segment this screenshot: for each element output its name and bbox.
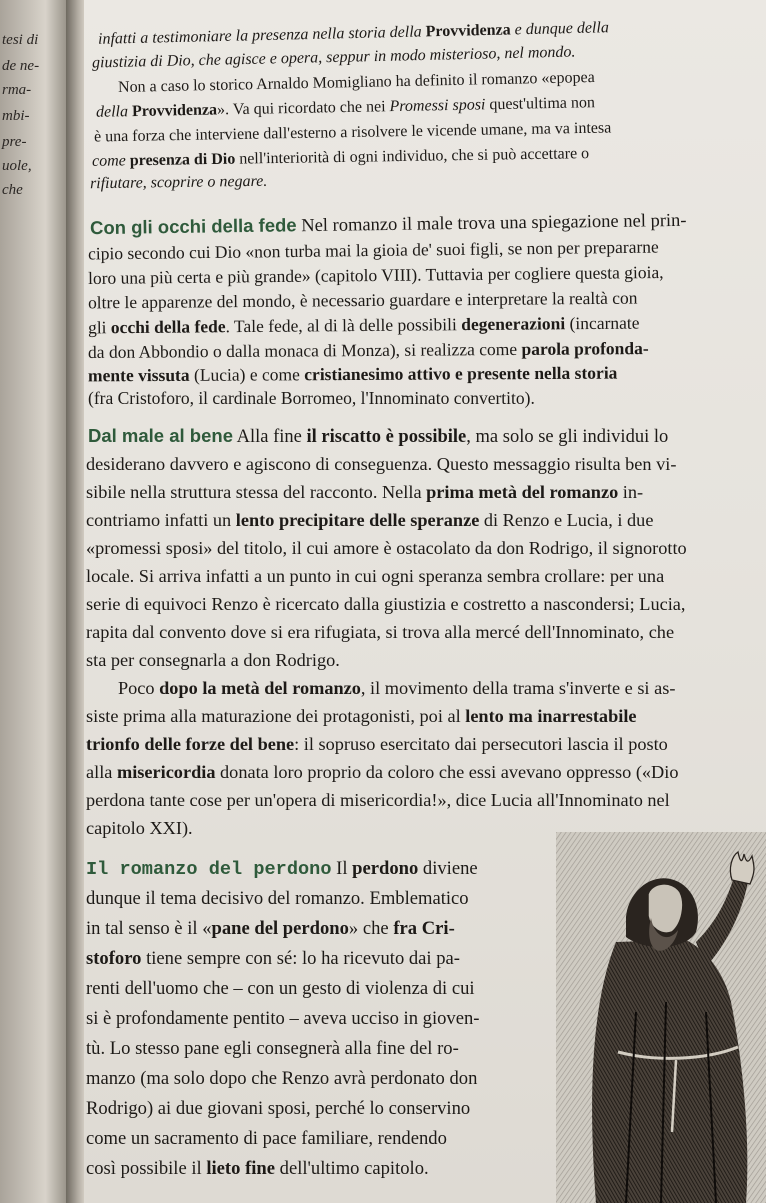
- text-line: Poco dopo la metà del romanzo, il movimento della trama s'inverte e si as-: [118, 678, 676, 698]
- text-line: in tal senso è il «pane del perdono» che fra Cri-: [86, 918, 455, 939]
- text-line: perdona tante cose per un'opera di misericordia!», dice Lucia all'Innominato nel: [86, 790, 670, 810]
- text-line: si è profondamente pentito – aveva ucciso in gioven-: [86, 1008, 480, 1029]
- text-line: capitolo XXI).: [86, 818, 193, 838]
- text-line: cipio secondo cui Dio «non turba mai la gioia de' suoi figli, se non per prepararne: [87, 236, 659, 264]
- section-heading: Dal male al bene: [88, 425, 233, 446]
- text-line: mente vissuta (Lucia) e come cristianesimo attivo e presente nella storia: [87, 362, 618, 386]
- text-line: come un sacramento di pace familiare, rendendo: [86, 1128, 447, 1149]
- text-line: oltre le apparenze del mondo, è necessario guardare e interpretare la realtà con: [87, 287, 638, 313]
- text-line: (fra Cristoforo, il cardinale Borromeo, l'Innominato convertito).: [88, 388, 535, 408]
- section-heading: Il romanzo del perdono: [86, 859, 332, 880]
- left-page-fragment: de ne-: [2, 58, 40, 74]
- text-line: locale. Si arriva infatti a un punto in cui ogni speranza sembra crollare: per una: [86, 566, 665, 586]
- text-line: desiderano davvero e agiscono di conseguenza. Questo messaggio risulta ben vi-: [86, 454, 677, 474]
- left-page-fragment: che: [2, 182, 23, 198]
- section-heading: Con gli occhi della fede: [89, 214, 297, 239]
- paragraph-first-line: Dal male al bene Alla fine il riscatto è possibile, ma solo se gli individui lo: [88, 425, 669, 447]
- text-line: manzo (ma solo dopo che Renzo avrà perdonato don: [86, 1068, 478, 1089]
- text-line: tù. Lo stesso pane egli consegnerà alla fine del ro-: [86, 1038, 459, 1059]
- left-page-fragment: rma-: [2, 82, 32, 98]
- text-line: giustizia di Dio, che agisce e opera, seppur in modo misterioso, nel mondo.: [91, 43, 576, 72]
- text-line: renti dell'uomo che – con un gesto di violenza di cui: [86, 978, 475, 999]
- text-line: sibile nella struttura stessa del racconto. Nella prima metà del romanzo in-: [86, 482, 644, 502]
- text-line: Rodrigo) ai due giovani sposi, perché lo conservino: [86, 1098, 471, 1119]
- text-line: «promessi sposi» del titolo, il cui amore è ostacolato da don Rodrigo, il signorotto: [86, 538, 687, 558]
- paragraph-first-line: Il romanzo del perdono Il perdono diviene: [86, 858, 478, 880]
- text-line: infatti a testimoniare la presenza nella storia della Provvidenza e dunque della: [97, 19, 610, 48]
- text-line: così possibile il lieto fine dell'ultimo capitolo.: [86, 1158, 429, 1179]
- text-line: rapita dal convento dove si era rifugiata, si trova alla mercé dell'Innominato, che: [86, 622, 675, 642]
- text-line: rifiutare, scoprire o negare.: [89, 172, 268, 193]
- previous-page-edge: [0, 0, 70, 1203]
- text-line: trionfo delle forze del bene: il sopruso esercitato dai persecutori lascia il posto: [86, 734, 668, 754]
- left-page-fragment: tesi di: [2, 32, 39, 48]
- text-line: stoforo tiene sempre con sé: lo ha ricevuto dai pa-: [86, 948, 460, 969]
- text-line: contriamo infatti un lento precipitare delle speranze di Renzo e Lucia, i due: [86, 510, 654, 530]
- text-line: alla misericordia donata loro proprio da coloro che essi avevano oppresso («Dio: [86, 762, 679, 782]
- text-line: gli occhi della fede. Tale fede, al di là delle possibili degenerazioni (incarnate: [87, 312, 640, 338]
- friar-engraving-icon: [556, 832, 766, 1203]
- paragraph-first-line: Con gli occhi della fede Nel romanzo il male trova una spiegazione nel prin-: [89, 210, 687, 239]
- text-line: siste prima alla maturazione dei protagonisti, poi al lento ma inarrestabile: [86, 706, 637, 726]
- text-line: sta per consegnarla a don Rodrigo.: [86, 650, 340, 670]
- text-line: Non a caso lo storico Arnaldo Momigliano ha definito il romanzo «epopea: [117, 69, 595, 96]
- text-line: loro una più certa e più grande» (capitolo VIII). Tuttavia per cogliere questa gioia,: [87, 261, 664, 289]
- text-line: della Provvidenza». Va qui ricordato che nei Promessi sposi quest'ultima non: [95, 94, 596, 121]
- text-line: serie di equivoci Renzo è ricercato dalla giustizia e costretto a nascondersi; Lucia,: [86, 594, 686, 614]
- text-line: come presenza di Dio nell'interiorità di ogni individuo, che si può accettare o: [91, 145, 590, 170]
- text-line: è una forza che interviene dall'esterno a risolvere le vicende umane, ma va intesa: [93, 119, 612, 146]
- left-page-fragment: pre-: [2, 134, 27, 150]
- left-page-fragment: uole,: [2, 158, 32, 174]
- left-page-fragment: mbi-: [2, 108, 30, 124]
- text-line: dunque il tema decisivo del romanzo. Emblematico: [86, 888, 469, 909]
- text-line: da don Abbondio o dalla monaca di Monza), si realizza come parola profonda-: [87, 338, 649, 362]
